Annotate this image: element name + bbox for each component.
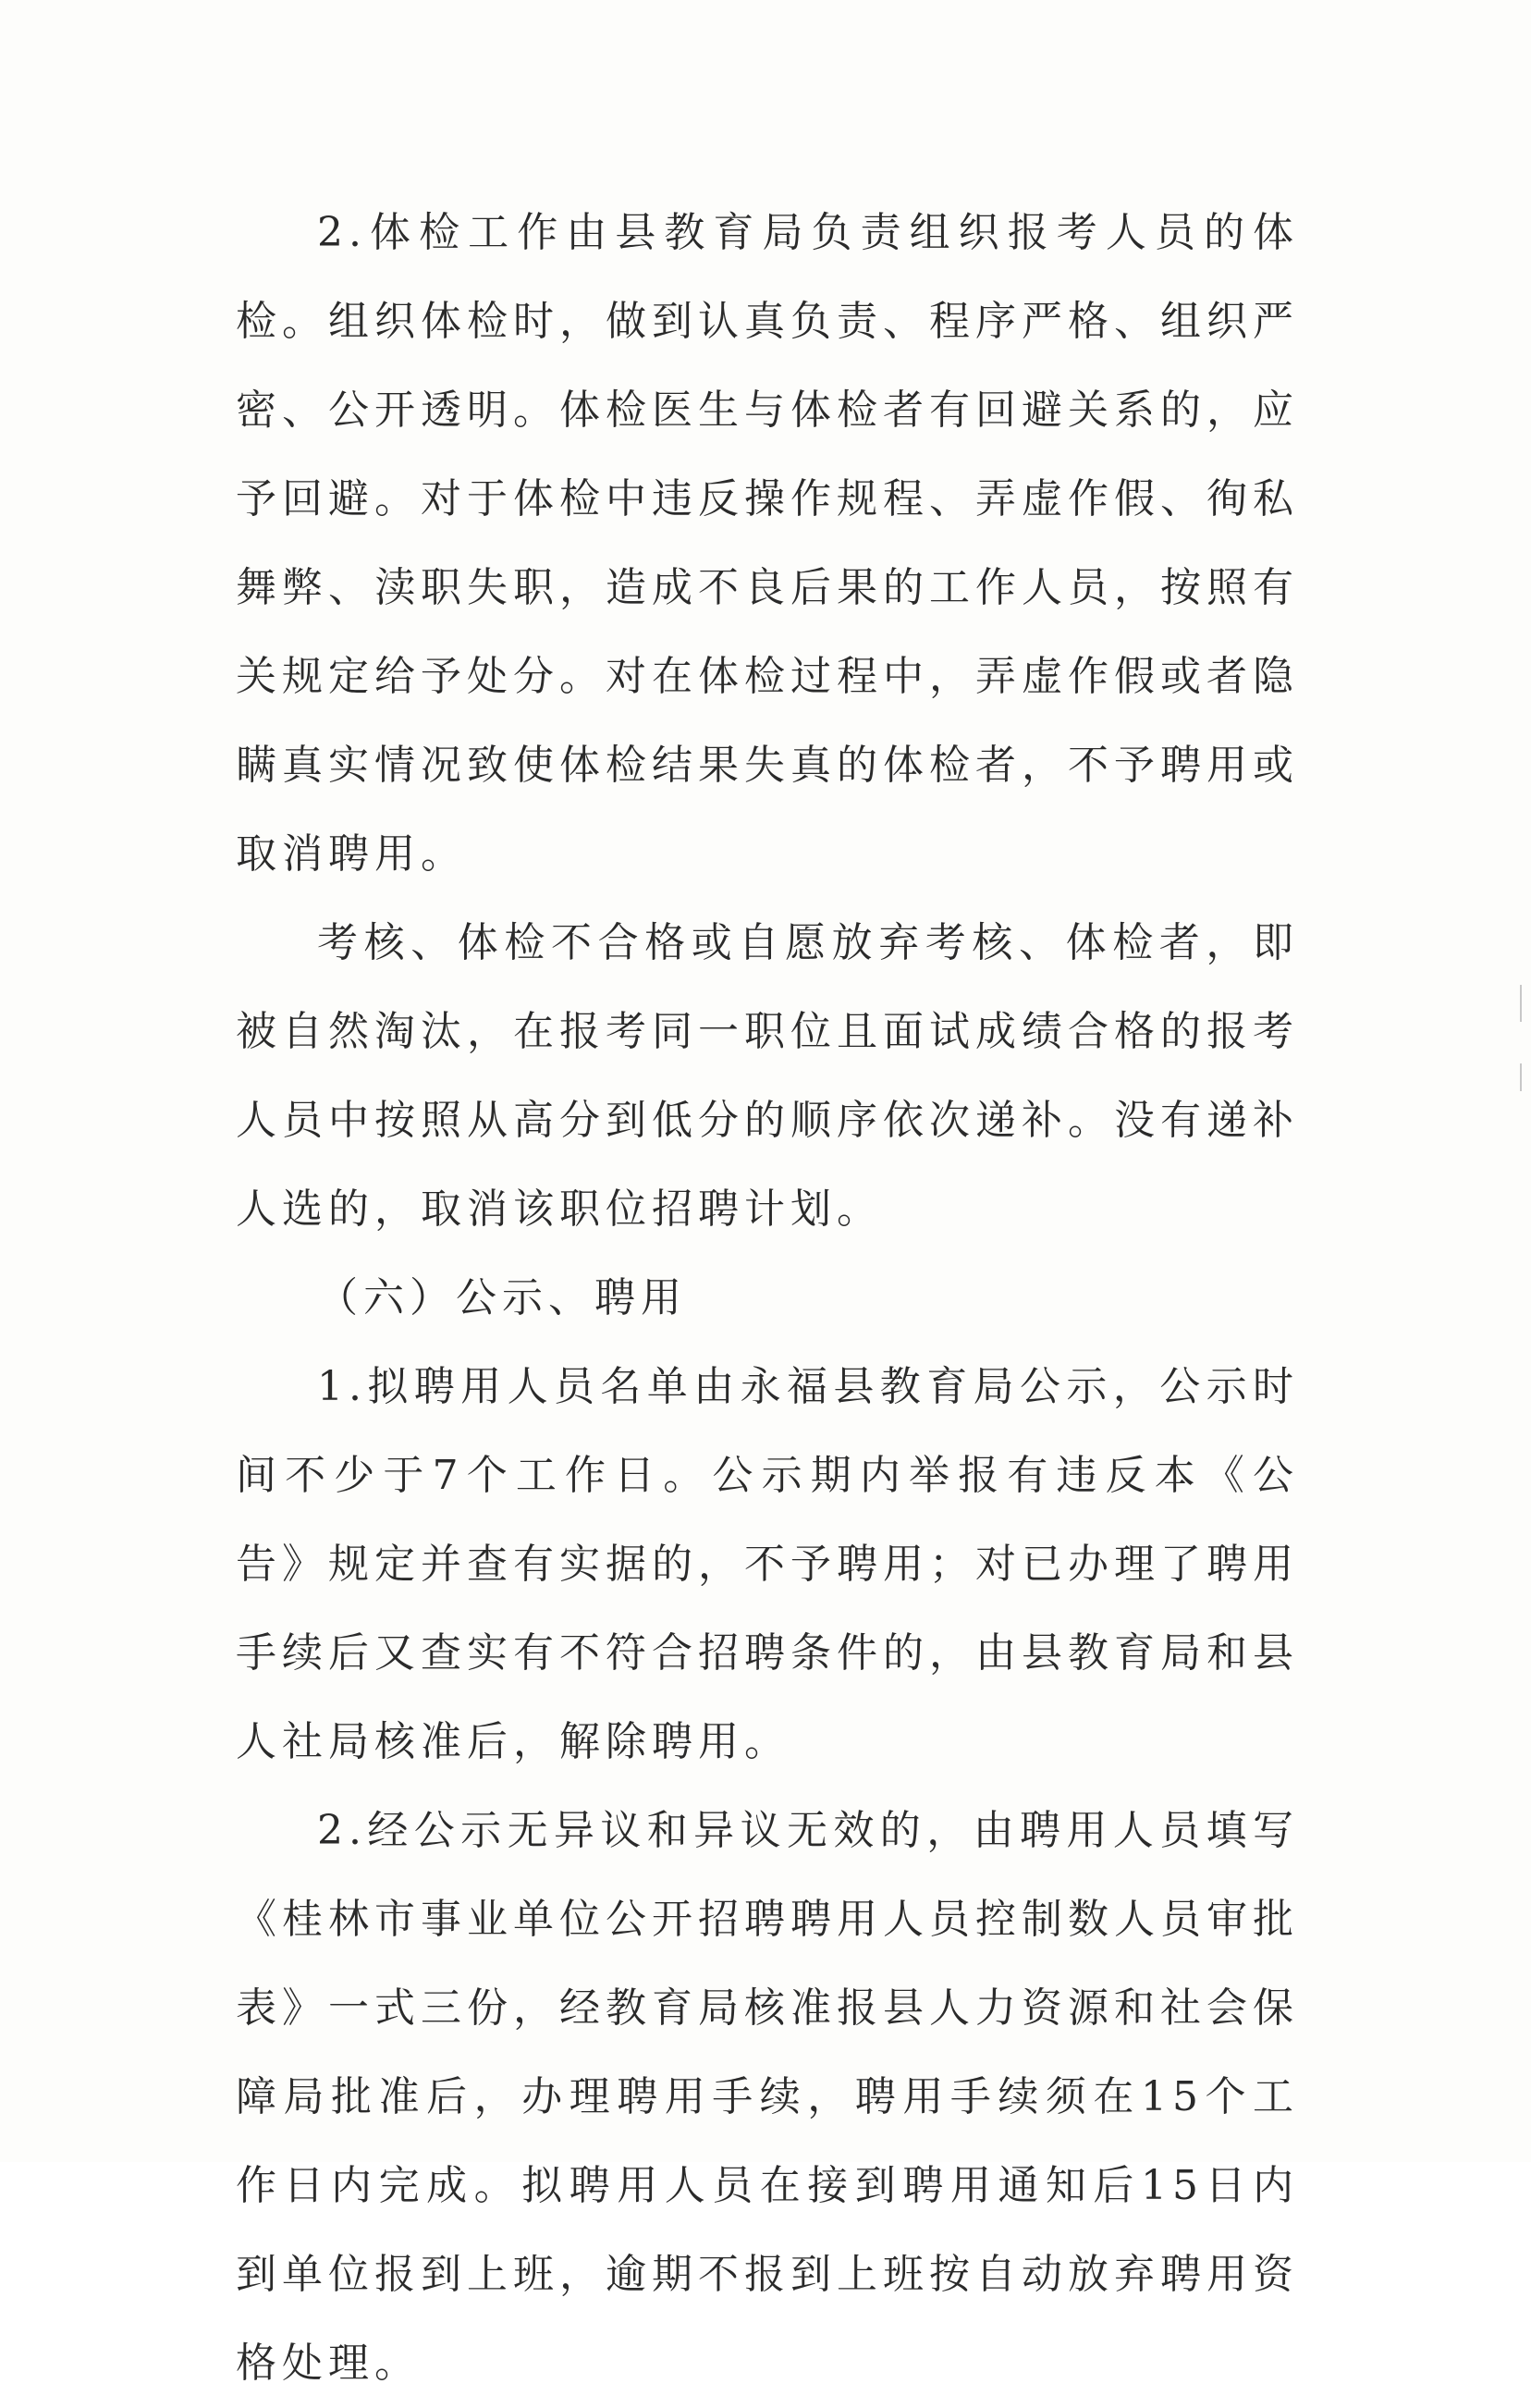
document-body xyxy=(236,189,1299,2408)
paragraph-elimination-substitution: 考核、体检不合格或自愿放弃考核、体检者，即被自然淘汰，在报考同一职位且面试成绩合格的报考人员中按照从高分到低分的顺序依次递补。没有递补人选的，取消该职位招聘计划。 xyxy=(236,919,1299,1233)
paragraph-employment-procedure: 2.经公示无异议和异议无效的，由聘用人员填写《桂林市事业单位公开招聘聘用人员控制数人员审批表》一式三份，经教育局核准报县人力资源和社会保障局批准后，办理聘用手续，聘用手续须在15个工作日内完成。拟聘用人员在接到聘用通知后15日内到单位报到上班，逾期不报到上班按自动放弃聘用资格处理。 xyxy=(236,1807,1299,2387)
scan-edge-mark xyxy=(1520,985,1522,1022)
section-heading-publicity-employment: （六）公示、聘用 xyxy=(317,1274,687,1321)
scan-edge-mark xyxy=(1520,1063,1522,1091)
paragraph-publicity: 1.拟聘用人员名单由永福县教育局公示，公示时间不少于7个工作日。公示期内举报有违反本《公告》规定并查有实据的，不予聘用；对已办理了聘用手续后又查实有不符合招聘条件的，由县教育局和县人社局核准后，解除聘用。 xyxy=(236,1363,1299,1765)
paragraph-physical-exam: 2.体检工作由县教育局负责组织报考人员的体检。组织体检时，做到认真负责、程序严格、组织严密、公开透明。体检医生与体检者有回避关系的，应予回避。对于体检中违反操作规程、弄虚作假、徇私舞弊、渎职失职，造成不良后果的工作人员，按照有关规定给予处分。对在体检过程中，弄虚作假或者隐瞒真实情况致使体检结果失真的体检者，不予聘用或取消聘用。 xyxy=(236,209,1299,878)
